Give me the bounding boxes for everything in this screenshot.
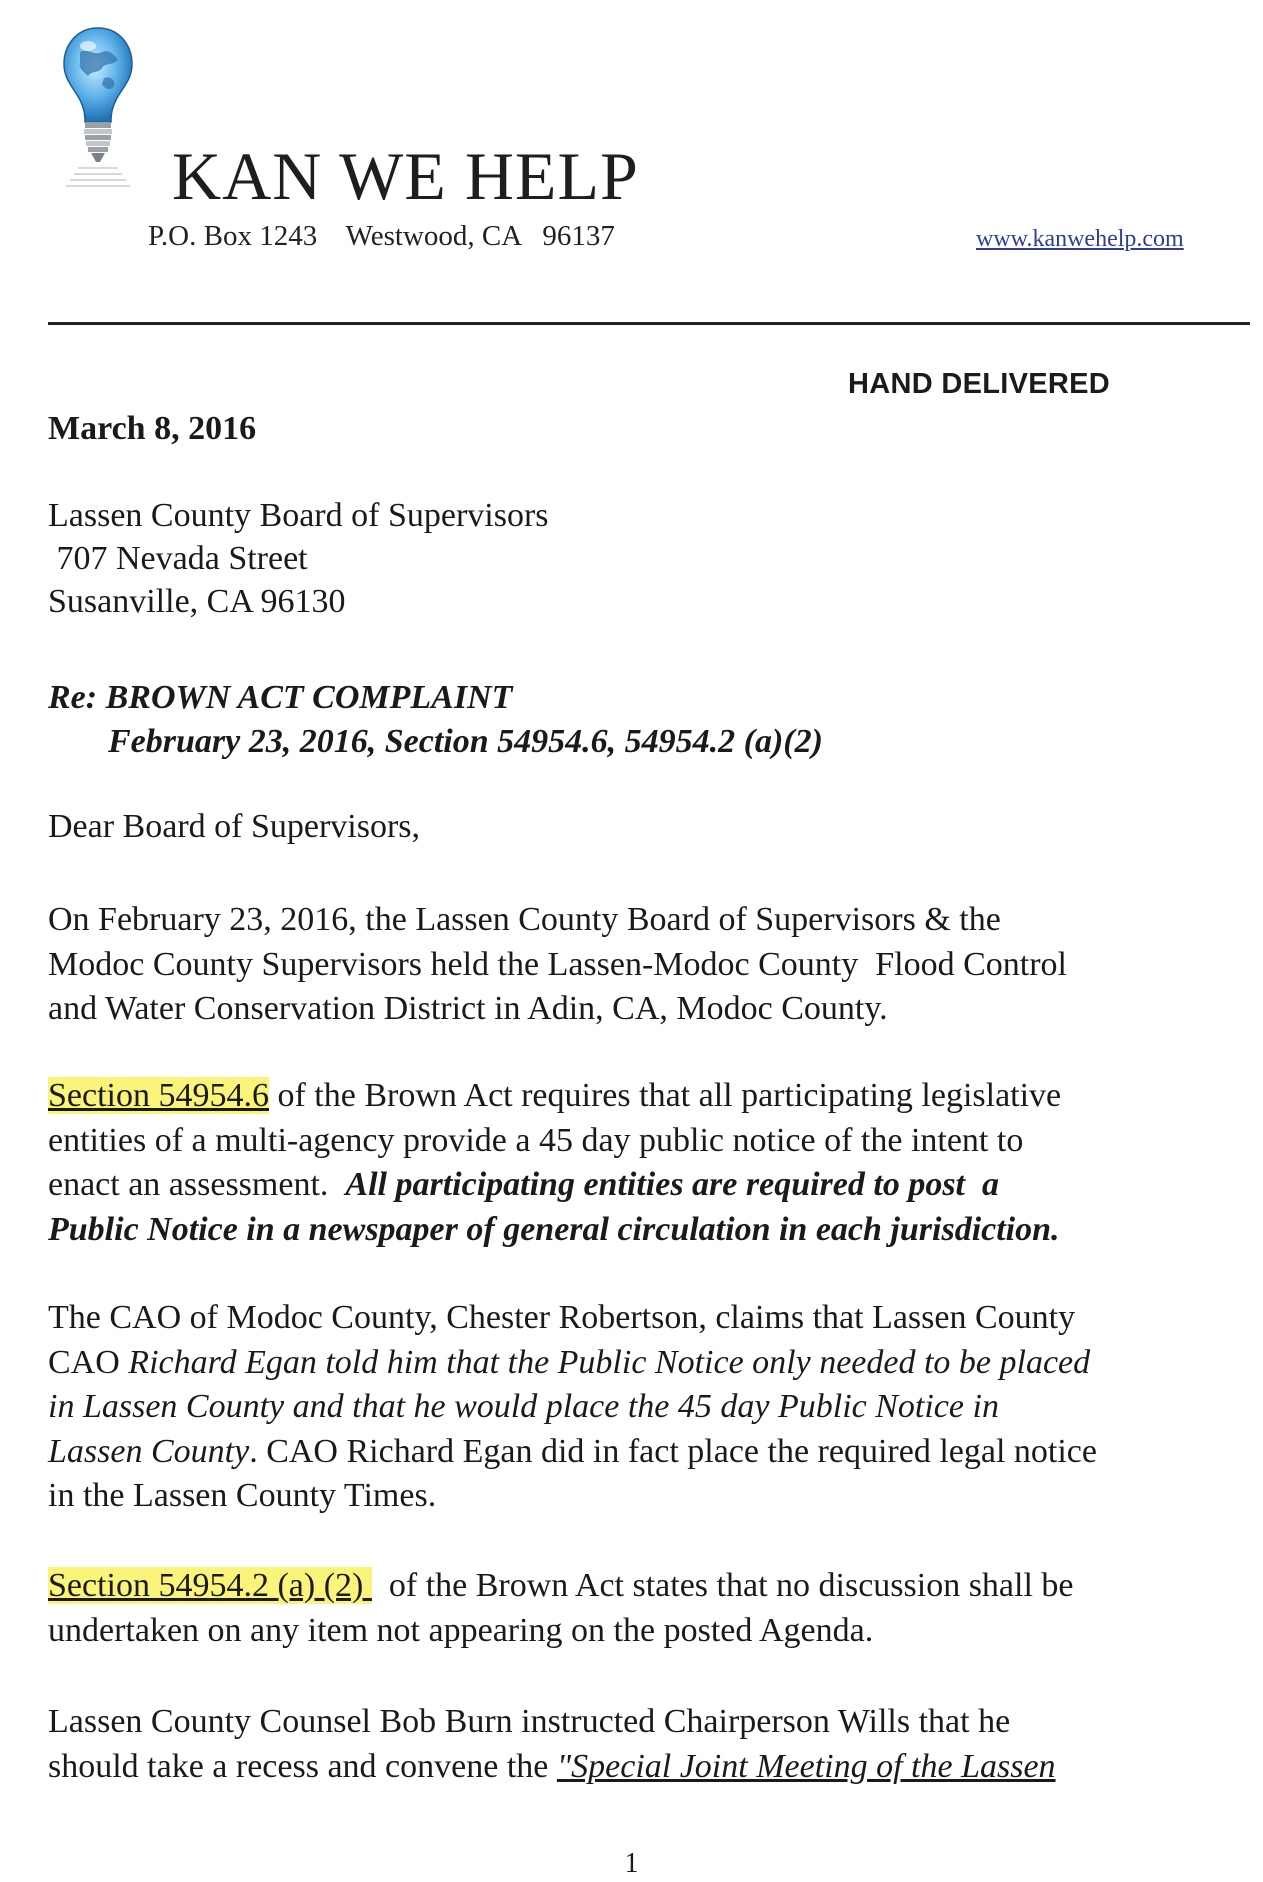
paragraph-section-54954-2 <box>48 1564 1248 1653</box>
highlighted-section-reference: Section 54954.6 <box>48 1077 269 1114</box>
paragraph-line: The CAO of Modoc County, Chester Robertson, claims that Lassen County <box>48 1299 1076 1336</box>
paragraph-line: On February 23, 2016, the Lassen County Board of Supervisors & the <box>48 901 1001 938</box>
recipient-address <box>48 494 549 623</box>
subject-title: Re: BROWN ACT COMPLAINT <box>48 679 513 716</box>
subject-detail: February 23, 2016, Section 54954.6, 54954.2 (a)(2) <box>108 723 823 760</box>
salutation: Dear Board of Supervisors, <box>48 808 421 845</box>
emphasized-text: All participating entities are required to post a <box>345 1166 999 1203</box>
paragraph-meeting <box>48 898 1248 1032</box>
italic-text: in Lassen County and that he would place the 45 day Public Notice in <box>48 1388 999 1425</box>
letter-date: March 8, 2016 <box>48 410 257 447</box>
underlined-meeting-title: "Special Joint Meeting of the Lassen <box>556 1747 1056 1785</box>
paragraph-line <box>48 1163 1248 1208</box>
paragraph-text: of the Brown Act states that no discussion shall be <box>371 1567 1074 1604</box>
paragraph-line: and Water Conservation District in Adin, CA, Modoc County. <box>48 990 888 1027</box>
delivery-note: HAND DELIVERED <box>848 368 1110 400</box>
paragraph-line: Lassen County Counsel Bob Burn instructed Chairperson Wills that he <box>48 1703 1011 1740</box>
paragraph-text: of the Brown Act requires that all participating legislative <box>268 1077 1062 1114</box>
recipient-line: 707 Nevada Street <box>48 540 308 577</box>
paragraph-text: . CAO Richard Egan did in fact place the required legal notice <box>249 1432 1097 1470</box>
emphasized-text: Public Notice in a newspaper of general circulation in each jurisdiction. <box>48 1210 1060 1248</box>
letterhead-divider <box>48 322 1250 325</box>
paragraph-line <box>48 1074 1248 1119</box>
paragraph-line <box>48 1430 1248 1475</box>
recipient-line: Susanville, CA 96130 <box>48 583 346 620</box>
globe-lightbulb-icon <box>58 22 138 190</box>
highlighted-section-reference: Section 54954.2 (a) (2) <box>48 1567 372 1604</box>
paragraph-line: undertaken on any item not appearing on the posted Agenda. <box>48 1611 874 1649</box>
paragraph-text: CAO <box>48 1343 129 1381</box>
subject-line <box>48 676 823 764</box>
page-number: 1 <box>624 1848 639 1879</box>
organization-name: KAN WE HELP <box>172 138 639 214</box>
paragraph-line: entities of a multi-agency provide a 45 day public notice of the intent to <box>48 1121 1024 1159</box>
paragraph-line <box>48 1564 1248 1609</box>
paragraph-section-54954-6 <box>48 1074 1248 1252</box>
paragraph-text: should take a recess and convene the <box>48 1747 557 1785</box>
recipient-line: Lassen County Board of Supervisors <box>48 497 549 534</box>
italic-text: Richard Egan told him that the Public Notice only needed to be placed <box>128 1343 1091 1381</box>
paragraph-cao-claim <box>48 1296 1248 1519</box>
paragraph-line: Modoc County Supervisors held the Lassen-Modoc County Flood Control <box>48 945 1068 983</box>
paragraph-line <box>48 1341 1248 1386</box>
paragraph-county-counsel <box>48 1700 1248 1789</box>
paragraph-line: in the Lassen County Times. <box>48 1477 437 1514</box>
paragraph-line <box>48 1745 1248 1790</box>
paragraph-text: enact an assessment. <box>48 1166 346 1203</box>
italic-text: Lassen County <box>48 1432 250 1470</box>
website-link[interactable]: www.kanwehelp.com <box>976 226 1184 252</box>
organization-address: P.O. Box 1243 Westwood, CA 96137 <box>148 220 615 252</box>
